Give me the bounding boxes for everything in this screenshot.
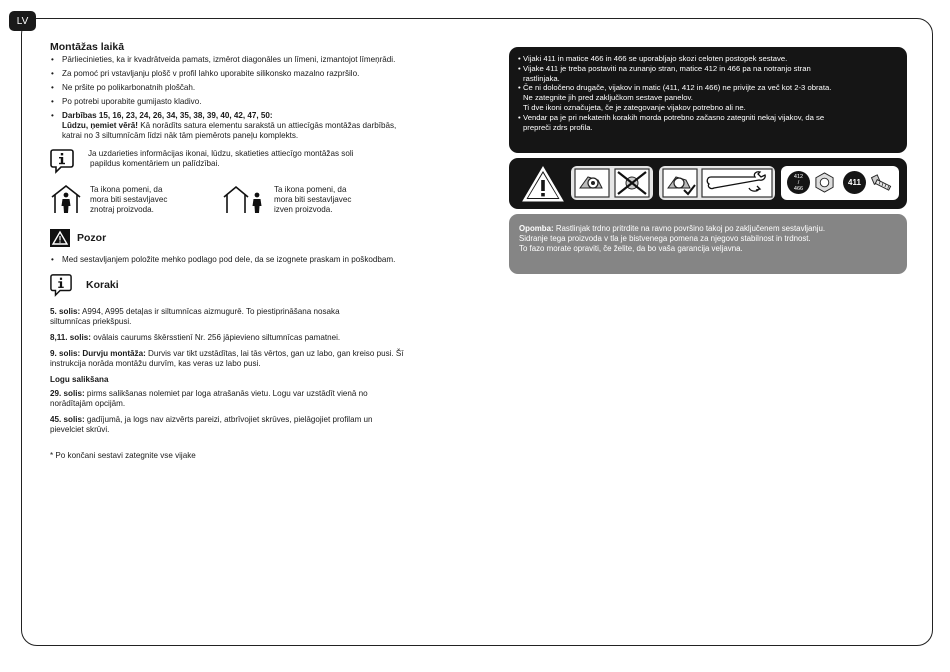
anchoring-note-box: [509, 214, 907, 274]
text-line: Ta ikona pomeni, da: [274, 185, 347, 194]
note-text: Sidranje tega proizvoda v tla je bistvenega pomena za njegovo stabilnost in trdnost.: [519, 234, 811, 243]
text-line: Ta ikona pomeni, da: [90, 185, 163, 194]
bolt-icon: [869, 172, 895, 193]
step-text: siltumnīcas priekšpusi.: [50, 317, 132, 326]
parts-panel: [781, 166, 899, 200]
koraki-title: Koraki: [86, 279, 119, 291]
pozor-heading: [50, 229, 470, 247]
info-line: Ja uzdarieties informācijas ikonai, lūdzu, skatieties attiecīgo montāžas soli: [88, 149, 354, 158]
bolts-info-box: [509, 47, 907, 153]
assembly-title: Montāžas laikā: [50, 41, 125, 53]
loose-nut-icon: [574, 168, 610, 198]
part-separator: /: [797, 179, 800, 186]
language-tab: LV: [9, 11, 36, 31]
fastening-icons-box: [509, 158, 907, 209]
step-text: pievelciet skrūvi.: [50, 425, 110, 434]
step-text: Durvis var tikt uzstādītas, lai tās vērtos, gan uz labo, gan kreiso pusi. Šī: [145, 349, 404, 358]
note-text: Rastlinjak trdno pritrdite na ravno površino takoj po zaključenem sestavljanju.: [553, 224, 826, 233]
info-icon: [50, 148, 74, 174]
text-line: Vendar pa je pri nekaterih korakih morda potrebno začasno zategniti nekaj vijakov, da se: [523, 112, 825, 122]
logu-subheading: [50, 375, 470, 385]
attention-label: Lūdzu, ņemiet vērā!: [62, 121, 139, 130]
bullet-item: • Med sestavljanjem položite mehko podlago pod dele, da se izognete praskam in poškodbam.: [50, 255, 470, 265]
step-item: [50, 389, 470, 409]
steps-list: Darbības 15, 16, 23, 24, 26, 34, 35, 38, 39, 40, 42, 47, 50:: [62, 111, 273, 120]
inside-text: [90, 184, 167, 215]
note-label: Opomba:: [519, 224, 554, 233]
step-text: norādītajām opcijām.: [50, 399, 126, 408]
assembler-icons-row: [50, 184, 470, 215]
bullet-item: [518, 64, 897, 84]
info-icon: [50, 273, 72, 297]
text-line: Ne zategnite jih pred zaključkom sestave panelov.: [523, 93, 693, 103]
text-line: mora biti sestavljavec: [90, 195, 168, 204]
info-line: papildus komentāriem un palīdzībai.: [90, 159, 220, 168]
wrench-icon: [701, 168, 773, 198]
part-number: 412: [793, 173, 804, 180]
step-text: A994, A995 detaļas ir siltumnīcas aizmugurē. To piestiprināšana nosaka: [80, 307, 340, 316]
steps-list: [50, 307, 470, 435]
note-text: To fazo morate opraviti, če želite, da bo vaša garancija veljavna.: [519, 244, 743, 253]
logu-title: Logu salikšana: [50, 375, 109, 384]
inside-assembler: [50, 184, 210, 215]
bullet-item: [518, 54, 897, 64]
step-text: pirms salikšanas nolemiet par loga atrašanās vietu. Logu var uzstādīt vienā no: [84, 389, 368, 398]
step-label: 5. solis:: [50, 307, 81, 316]
step-text: gadījumā, ja logs nav aizvērts pareizi, atbrīvojiet skrūves, pielāgojiet profilam un: [84, 415, 373, 424]
person-outside-house-icon: [222, 184, 266, 214]
pozor-bullets: [50, 255, 470, 265]
text-line: znotraj proizvoda.: [90, 205, 154, 214]
text-line: Vijake 411 je treba postaviti na zunanjo stran, matice 412 in 466 pa na notranjo stran: [523, 63, 811, 73]
step-text: instrukcija norāda montāžu durvīm, kas veras uz labo pusi.: [50, 359, 261, 368]
bullet-item: [518, 83, 897, 112]
bolts-bullets: [518, 54, 897, 132]
part-number: 466: [793, 185, 804, 192]
text-line: rastlinjaka.: [523, 73, 560, 83]
text-line: mora biti sestavljavec: [274, 195, 352, 204]
outside-assembler: [222, 184, 392, 215]
step-item: [50, 307, 470, 327]
attention-text: Kā norādīts satura elementu sarakstā un attiecīgās montāžas darbībās,: [138, 121, 397, 130]
step-text: ovālais caurums škērsstienī Nr. 256 jāpievieno siltumnīcas pamatnei.: [90, 333, 341, 342]
step-label: 8,11. solis:: [50, 333, 91, 342]
footnote: * Po končani sestavi zategnite vse vijake: [50, 451, 196, 460]
tightened-nut-icon: [662, 168, 698, 198]
text-line: Če ni določeno drugače, vijakov in matic (411, 412 in 466) ne privijte za več kot 2-3 obrata.: [523, 83, 832, 93]
no-tighten-panel: [571, 166, 653, 200]
text-line: izven proizvoda.: [274, 205, 333, 214]
person-inside-house-icon: [50, 184, 82, 214]
no-wrench-icon: [614, 168, 650, 198]
part-411-badge: 411: [843, 171, 866, 194]
bullet-item: • Po potrebi uporabite gumijasto kladivo.: [50, 97, 470, 107]
attention-text-2: katrai no 3 siltumnīcām līdzi nāk tām piemērots paneļu komplekts.: [62, 131, 299, 140]
steps-note-bullet: [50, 111, 470, 141]
text-line: Ti dve ikoni označujeta, če je zategovanje vijakov potrebno ali ne.: [523, 102, 746, 112]
outside-text: [274, 184, 351, 215]
bullet-item: • Ne pršite po polikarbonatnih ploščah.: [50, 83, 470, 93]
text-line: Vijaki 411 in matice 466 in 466 se uporabljajo skozi celoten postopek sestave.: [523, 54, 788, 63]
step-label: 45. solis:: [50, 415, 85, 424]
pozor-title: Pozor: [77, 232, 107, 244]
step-label: 29. solis:: [50, 389, 85, 398]
step-label: 9. solis: Durvju montāža:: [50, 349, 146, 358]
text-line: prepreči zdrs profila.: [523, 122, 593, 132]
left-column: [50, 42, 470, 461]
part-412-466-badge: [787, 171, 810, 194]
step-item: [50, 349, 470, 369]
caution-triangle-icon: [521, 164, 565, 204]
tighten-panel: [659, 166, 775, 200]
info-description: [88, 148, 418, 169]
bullet-item: • Za pomoć pri vstavljanju plošč v profil lahko uporabite silikonsko mazalno razpršilo.: [50, 69, 470, 79]
bullet-item: [518, 113, 897, 133]
step-item: [50, 333, 470, 343]
koraki-heading: [50, 273, 470, 297]
assembly-bullets: [50, 55, 470, 141]
warning-icon: [50, 229, 70, 247]
nut-icon: [814, 172, 835, 193]
info-row: [50, 148, 470, 174]
bullet-item: • Pārliecinieties, ka ir kvadrātveida pamats, izmērot diagonāles un līmeni, izmantojot līmeņrādi.: [50, 55, 470, 65]
step-item: [50, 415, 470, 435]
